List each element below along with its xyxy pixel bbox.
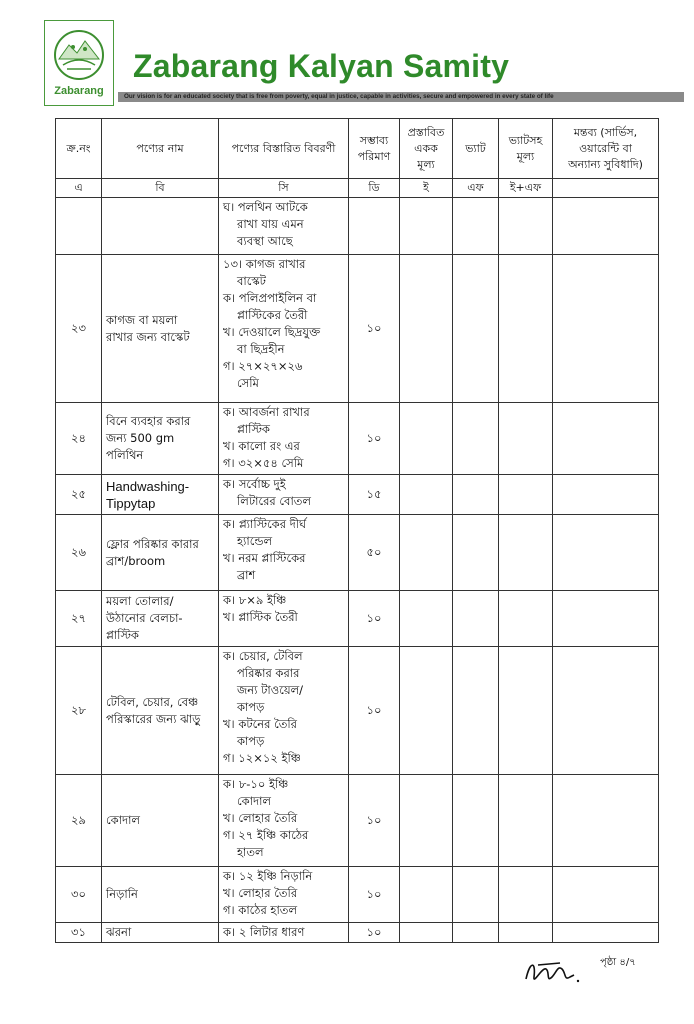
vision-statement: Our vision is for an educated society that is free from poverty, equal in justice, capable in activities, secure and empowered in every state of life [124,93,554,100]
detail-line: কাপড় [237,700,265,714]
price-with-vat-cell[interactable] [499,923,553,943]
signature-scribble-icon [520,955,584,989]
unit-price-cell[interactable] [400,775,453,867]
detail-line: ক। পলিপ্রপাইলিন বা [223,291,317,305]
product-name-cell [102,475,219,515]
header-quantity: সম্ভাব্য পরিমাণ [349,119,400,179]
quantity-cell: ৫০ [349,515,400,591]
table-row [56,403,659,475]
product-name-line: রাখার জন্য বাস্কেট [106,329,190,344]
serial-cell: ২৪ [56,403,102,475]
unit-price-cell[interactable] [400,647,453,775]
header-serial: ক্র.নং [56,119,102,179]
remarks-cell[interactable] [553,923,659,943]
table-row [56,923,659,943]
detail-line: বা ছিদ্রহীন [237,342,285,356]
quantity-cell: ১০ [349,867,400,923]
product-details-cell [219,255,349,403]
detail-line: বাস্কেট [237,274,266,288]
table-row [56,515,659,591]
detail-line: প্লাস্টিকের তৈরী [237,308,308,322]
product-name-line: নিড়ানি [106,887,138,901]
vat-cell[interactable] [453,515,499,591]
remarks-cell[interactable] [553,515,659,591]
detail-line: ক। চেয়ার, টেবিল [223,649,303,663]
price-with-vat-cell[interactable] [499,591,553,647]
vat-cell[interactable] [453,647,499,775]
unit-price-cell[interactable] [400,198,453,255]
product-details-cell [219,475,349,515]
product-name-line: ফ্লোর পরিষ্কার কারার [106,536,199,551]
product-details-cell [219,591,349,647]
serial-cell: ৩১ [56,923,102,943]
detail-line: গ। ২৭ ইঞ্চি কাঠের [223,828,309,842]
detail-line: গ। ১২×১২ ইঞ্চি [223,751,301,765]
code-cell: ডি [349,179,400,198]
quantity-cell: ১০ [349,647,400,775]
product-name-line: কোদাল [106,813,140,827]
code-cell: এ [56,179,102,198]
quantity-cell: ১০ [349,775,400,867]
remarks-cell[interactable] [553,867,659,923]
unit-price-cell[interactable] [400,591,453,647]
detail-line: হ্যান্ডেল [237,534,273,548]
remarks-cell[interactable] [553,475,659,515]
remarks-cell[interactable] [553,403,659,475]
organization-logo [44,20,114,106]
product-name-line: উঠানোর বেলচা- [106,611,183,625]
product-name-cell [102,591,219,647]
table-row [56,775,659,867]
detail-line: খ। দেওয়ালে ছিদ্রযুক্ত [223,325,321,339]
quantity-cell: ১০ [349,403,400,475]
product-name-cell [102,867,219,923]
header-remarks: মন্তব্য (সার্ভিস, ওয়ারেন্টি বা অন্যান্য সুবিধাদি) [553,119,659,179]
logo-emblem-icon [53,25,105,83]
header-vat: ভ্যাট [453,119,499,179]
detail-line: ক। প্ল্যাস্টিকের দীর্ঘ [223,517,307,531]
remarks-cell[interactable] [553,198,659,255]
product-name-cell [102,515,219,591]
header-product-name: পণ্যের নাম [102,119,219,179]
code-cell: ই [400,179,453,198]
product-details-cell [219,647,349,775]
detail-line: প্লাস্টিক [237,422,270,436]
unit-price-cell[interactable] [400,255,453,403]
price-with-vat-cell[interactable] [499,475,553,515]
product-name-cell [102,647,219,775]
unit-price-cell[interactable] [400,475,453,515]
unit-price-cell[interactable] [400,515,453,591]
detail-line: ক। সর্বোচ্চ দুই [223,477,286,491]
product-name-line: প্লাস্টিক [106,628,139,642]
quantity-cell: ১০ [349,923,400,943]
table-row [56,475,659,515]
detail-line: রাখা যায় এমন [237,217,304,231]
table-header-row [56,119,659,179]
table-row [56,198,659,255]
header-unit-price: প্রস্তাবিত একক মূল্য [400,119,453,179]
code-cell: বি [102,179,219,198]
product-name-cell [102,255,219,403]
quantity-cell: ১৫ [349,475,400,515]
detail-line: খ। লোহার তৈরি [223,886,298,900]
vat-cell[interactable] [453,403,499,475]
detail-line: খ। প্লাস্টিক তৈরী [223,610,298,624]
unit-price-cell[interactable] [400,403,453,475]
product-details-cell [219,923,349,943]
vat-cell[interactable] [453,475,499,515]
serial-cell: ২৬ [56,515,102,591]
remarks-cell[interactable] [553,255,659,403]
detail-line: ঘ। পলথিন আটকে [223,200,308,214]
code-cell [553,179,659,198]
table-row [56,255,659,403]
quantity-cell: ১০ [349,591,400,647]
detail-line: খ। কালো রং এর [223,439,300,453]
detail-line: ব্যবস্থা আছে [237,234,293,248]
serial-cell: ২৩ [56,255,102,403]
vat-cell[interactable] [453,591,499,647]
unit-price-cell[interactable] [400,923,453,943]
code-cell: সি [219,179,349,198]
remarks-cell[interactable] [553,647,659,775]
product-details-cell [219,403,349,475]
table-body [56,198,659,943]
quantity-cell: ১০ [349,255,400,403]
header-product-details: পণ্যের বিস্তারিত বিবরণী [219,119,349,179]
price-with-vat-cell[interactable] [499,647,553,775]
product-name-line: টেবিল, চেয়ার, বেঞ্চ [106,694,199,709]
vat-cell[interactable] [453,775,499,867]
detail-line: খ। লোহার তৈরি [223,811,298,825]
serial-cell: ২৯ [56,775,102,867]
product-details-cell [219,515,349,591]
table-row [56,867,659,923]
product-details-cell [219,198,349,255]
serial-cell: ২৫ [56,475,102,515]
signature [520,955,584,993]
detail-line: ব্রাশ [237,568,256,582]
detail-line: ক। ২ লিটার ধারণ [223,925,305,939]
product-name-line: ময়লা তোলার/ [106,594,174,608]
unit-price-cell[interactable] [400,867,453,923]
product-name-line: জন্য 500 gm [106,431,175,445]
organization-title: Zabarang Kalyan Samity [133,48,510,84]
detail-line: কাপড় [237,734,265,748]
product-name-cell [102,403,219,475]
logo-text: Zabarang [54,85,104,97]
detail-line: জন্য টাওয়েল/ [237,683,304,697]
product-name-line: কাগজ বা ময়লা [106,312,178,327]
product-name-line: Handwashing- [106,478,190,494]
remarks-cell[interactable] [553,775,659,867]
product-name-cell [102,923,219,943]
product-name-line: Tippytap [106,495,156,511]
product-name-line: পলিথিন [106,448,144,462]
detail-line: গ। ২৭×২৭×২৬ [223,359,303,373]
detail-line: হাতল [237,845,264,859]
code-cell: এফ [453,179,499,198]
product-details-cell [219,775,349,867]
detail-line: ক। ৮-১০ ইঞ্চি [223,777,289,791]
product-name-line: ঝরনা [106,925,132,939]
items-table [55,118,659,943]
detail-line: ক। ৮×৯ ইঞ্চি [223,593,287,607]
serial-cell [56,198,102,255]
price-with-vat-cell[interactable] [499,867,553,923]
vat-cell[interactable] [453,255,499,403]
detail-line: গ। ৩২×৫৪ সেমি [223,456,304,470]
quantity-cell [349,198,400,255]
price-with-vat-cell[interactable] [499,775,553,867]
price-with-vat-cell[interactable] [499,403,553,475]
header-price-with-vat: ভ্যাটসহ মূল্য [499,119,553,179]
product-name-cell [102,775,219,867]
detail-line: পরিষ্কার করার [237,666,300,680]
table-row [56,591,659,647]
product-details-cell [219,867,349,923]
page-number: পৃষ্ঠা ৪/৭ [600,957,636,968]
code-cell: ই+এফ [499,179,553,198]
vat-cell[interactable] [453,867,499,923]
detail-line: ক। আবর্জনা রাখার [223,405,310,419]
detail-line: গ। কাঠের হাতল [223,903,298,917]
detail-line: খ। কটনের তৈরি [223,717,297,731]
vat-cell[interactable] [453,923,499,943]
product-name-line: পরিস্কারের জন্য ঝাড়ু [106,711,201,726]
serial-cell: ২৮ [56,647,102,775]
serial-cell: ২৭ [56,591,102,647]
table-row [56,647,659,775]
detail-line: খ। নরম প্লাস্টিকের [223,551,306,565]
detail-line: ক। ১২ ইঞ্চি নিড়ানি [223,869,313,883]
table-code-row [56,179,659,198]
price-with-vat-cell[interactable] [499,198,553,255]
vat-cell[interactable] [453,198,499,255]
product-name-cell [102,198,219,255]
product-name-line: বিনে ব্যবহার করার [106,414,191,428]
detail-line: ১৩। কাগজ রাখার [223,257,306,271]
detail-line: সেমি [237,376,259,390]
price-with-vat-cell[interactable] [499,255,553,403]
detail-line: কোদাল [237,794,271,808]
price-with-vat-cell[interactable] [499,515,553,591]
serial-cell: ৩০ [56,867,102,923]
detail-line: লিটারের বোতল [237,494,311,508]
remarks-cell[interactable] [553,591,659,647]
product-name-line: ব্রাশ/broom [106,553,166,568]
